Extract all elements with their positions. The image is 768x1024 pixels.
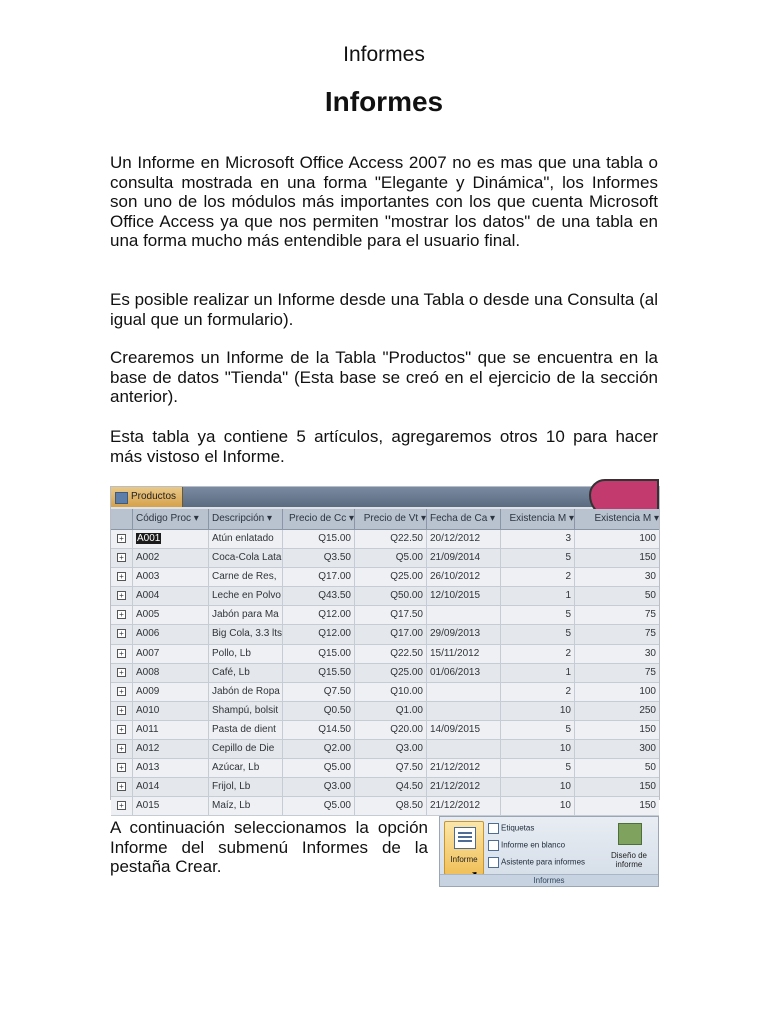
table-cell: Q22.50 bbox=[355, 645, 427, 663]
table-cell: 21/12/2012 bbox=[427, 778, 501, 796]
table-cell: 1 bbox=[501, 664, 575, 682]
table-cell: A013 bbox=[133, 759, 209, 777]
table-cell: 5 bbox=[501, 759, 575, 777]
table-cell: Azúcar, Lb bbox=[209, 759, 283, 777]
expand-icon: + bbox=[111, 702, 133, 720]
table-cell: 150 bbox=[639, 723, 656, 735]
blank-report-item bbox=[488, 840, 565, 851]
table-cell: Q17.00 bbox=[355, 625, 427, 643]
column-header: Fecha de Ca ▾ bbox=[427, 509, 501, 529]
table-cell: Q15.50 bbox=[283, 664, 355, 682]
table-cell: 150 bbox=[639, 781, 656, 793]
table-cell: Q3.00 bbox=[283, 778, 355, 796]
table-cell: A009 bbox=[133, 683, 209, 701]
table-cell: 10 bbox=[501, 778, 575, 796]
paragraph-sources: Es posible realizar un Informe desde una Tabla o desde una Consulta (al igual que un formulario). bbox=[110, 290, 658, 329]
table-cell: Cepillo de Die bbox=[209, 740, 283, 758]
expand-icon: + bbox=[111, 740, 133, 758]
table-row bbox=[111, 759, 659, 778]
table-row bbox=[111, 549, 659, 568]
report-design-icon bbox=[618, 823, 642, 845]
table-cell: A012 bbox=[133, 740, 209, 758]
table-cell: A014 bbox=[133, 778, 209, 796]
table-cell: A003 bbox=[133, 568, 209, 586]
table-cell: Q17.50 bbox=[355, 606, 427, 624]
ribbon-group-label: Informes bbox=[440, 874, 658, 886]
table-cell: 300 bbox=[639, 743, 656, 755]
table-cell: Coca-Cola Lata bbox=[209, 549, 283, 567]
table-row bbox=[111, 568, 659, 587]
table-cell: Pasta de dient bbox=[209, 721, 283, 739]
expand-icon: + bbox=[111, 664, 133, 682]
table-cell: 5 bbox=[501, 606, 575, 624]
table-cell bbox=[427, 683, 501, 701]
report-icon bbox=[454, 827, 476, 849]
table-row bbox=[111, 664, 659, 683]
expand-icon: + bbox=[111, 606, 133, 624]
informe-button-label: Informe bbox=[450, 855, 478, 864]
report-wizard-item bbox=[488, 857, 585, 868]
table-cell: 100 bbox=[639, 685, 656, 697]
table-cell: Q3.50 bbox=[283, 549, 355, 567]
table-cell: Q5.00 bbox=[355, 549, 427, 567]
expand-icon: + bbox=[111, 759, 133, 777]
tab-label: Productos bbox=[131, 491, 177, 502]
column-header: Precio de Vt ▾ bbox=[355, 509, 427, 529]
table-row bbox=[111, 645, 659, 664]
table-cell: 100 bbox=[639, 533, 656, 544]
report-design-button bbox=[606, 821, 652, 873]
labels-item bbox=[488, 823, 534, 834]
table-row bbox=[111, 587, 659, 606]
datasheet-grid bbox=[111, 509, 659, 816]
table-cell: Q17.00 bbox=[283, 568, 355, 586]
table-cell: Q12.00 bbox=[283, 625, 355, 643]
table-row bbox=[111, 721, 659, 740]
table-cell: A006 bbox=[133, 625, 209, 643]
expand-icon: + bbox=[111, 587, 133, 605]
table-cell: 30 bbox=[644, 647, 656, 659]
report-wizard-item-text: Asistente para informes bbox=[501, 857, 586, 867]
table-cell: Q4.50 bbox=[355, 778, 427, 796]
table-cell: Q43.50 bbox=[283, 587, 355, 605]
table-cell: 2 bbox=[501, 568, 575, 586]
table-cell bbox=[427, 606, 501, 624]
table-cell: Q0.50 bbox=[283, 702, 355, 720]
table-row bbox=[111, 606, 659, 625]
table-cell: Café, Lb bbox=[209, 664, 283, 682]
paragraph-create: Crearemos un Informe de la Tabla "Productos" que se encuentra en la base de datos "Tienda" (Esta base se creó en el ejercicio de la sección anterior). bbox=[110, 348, 658, 407]
expand-icon: + bbox=[111, 683, 133, 701]
expand-icon: + bbox=[111, 549, 133, 567]
wizard-icon bbox=[488, 857, 499, 868]
table-cell: A008 bbox=[133, 664, 209, 682]
table-cell: Q1.00 bbox=[355, 702, 427, 720]
table-row bbox=[111, 530, 659, 549]
table-cell: Frijol, Lb bbox=[209, 778, 283, 796]
table-cell: Q22.50 bbox=[355, 530, 427, 548]
table-cell: Big Cola, 3.3 lts bbox=[209, 625, 283, 643]
table-cell: 12/10/2015 bbox=[427, 587, 501, 605]
table-cell: 20/12/2012 bbox=[427, 530, 501, 548]
table-cell: Q10.00 bbox=[355, 683, 427, 701]
page-header: Informes bbox=[343, 43, 425, 66]
table-cell: 26/10/2012 bbox=[427, 568, 501, 586]
products-table-screenshot bbox=[110, 486, 660, 812]
table-cell: Q50.00 bbox=[355, 587, 427, 605]
expand-icon: + bbox=[111, 530, 133, 548]
table-cell: Q3.00 bbox=[355, 740, 427, 758]
table-cell: A011 bbox=[133, 721, 209, 739]
table-cell: Q25.00 bbox=[355, 664, 427, 682]
table-cell: A005 bbox=[133, 606, 209, 624]
table-cell: Pollo, Lb bbox=[209, 645, 283, 663]
page-title: Informes bbox=[324, 86, 444, 117]
table-cell: 3 bbox=[501, 530, 575, 548]
table-cell: A002 bbox=[133, 549, 209, 567]
table-cell: Q5.00 bbox=[283, 797, 355, 815]
table-cell: A007 bbox=[133, 645, 209, 663]
table-cell: 75 bbox=[644, 609, 656, 621]
table-cell: 250 bbox=[639, 704, 656, 716]
table-cell bbox=[427, 702, 501, 720]
table-cell: 50 bbox=[644, 762, 656, 774]
table-cell: Maíz, Lb bbox=[209, 797, 283, 815]
column-header: Existencia M ▾ bbox=[594, 513, 659, 524]
table-cell: 10 bbox=[501, 740, 575, 758]
table-cell: Q8.50 bbox=[355, 797, 427, 815]
table-cell: 1 bbox=[501, 587, 575, 605]
table-row bbox=[111, 625, 659, 644]
expand-icon: + bbox=[111, 797, 133, 815]
row-selector-header bbox=[111, 509, 133, 529]
table-cell: Q7.50 bbox=[355, 759, 427, 777]
table-row bbox=[111, 797, 659, 816]
table-cell: Jabón para Ma bbox=[209, 606, 283, 624]
table-row bbox=[111, 683, 659, 702]
table-cell: Jabón de Ropa bbox=[209, 683, 283, 701]
table-cell: Q15.00 bbox=[283, 645, 355, 663]
column-headers bbox=[111, 509, 659, 530]
table-cell: 14/09/2015 bbox=[427, 721, 501, 739]
table-cell: 50 bbox=[644, 590, 656, 602]
labels-item-text: Etiquetas bbox=[501, 823, 535, 833]
labels-icon bbox=[488, 823, 499, 834]
expand-icon: + bbox=[111, 568, 133, 586]
expand-icon: + bbox=[111, 625, 133, 643]
table-row bbox=[111, 778, 659, 797]
table-rows bbox=[111, 530, 659, 816]
column-header: Código Proc ▾ bbox=[133, 509, 209, 529]
paragraph-articles: Esta tabla ya contiene 5 artículos, agregaremos otros 10 para hacer más vistoso el Informe. bbox=[110, 427, 658, 466]
blank-report-item-text: Informe en blanco bbox=[501, 840, 566, 850]
table-cell: Leche en Polvo bbox=[209, 587, 283, 605]
table-cell: 15/11/2012 bbox=[427, 645, 501, 663]
table-cell: Q7.50 bbox=[283, 683, 355, 701]
table-tab-bar bbox=[111, 487, 659, 507]
table-cell: 10 bbox=[501, 797, 575, 815]
table-cell: 21/09/2014 bbox=[427, 549, 501, 567]
table-cell: 29/09/2013 bbox=[427, 625, 501, 643]
tab-productos bbox=[111, 487, 183, 507]
table-cell: A001 bbox=[133, 530, 209, 548]
table-cell: Atún enlatado bbox=[209, 530, 283, 548]
table-cell: 75 bbox=[644, 666, 656, 678]
blank-report-icon bbox=[488, 840, 499, 851]
paragraph-select-option: A continuación seleccionamos la opción Informe del submenú Informes de la pestaña Crear. bbox=[110, 818, 428, 877]
ribbon-screenshot bbox=[439, 816, 659, 887]
table-cell: 01/06/2013 bbox=[427, 664, 501, 682]
table-row bbox=[111, 702, 659, 721]
informe-button bbox=[444, 821, 484, 875]
expand-icon: + bbox=[111, 645, 133, 663]
table-cell: Q5.00 bbox=[283, 759, 355, 777]
table-cell: 150 bbox=[639, 552, 656, 564]
column-header: Precio de Cc ▾ bbox=[283, 509, 355, 529]
table-icon bbox=[115, 492, 128, 504]
expand-icon: + bbox=[111, 721, 133, 739]
table-cell: 75 bbox=[644, 628, 656, 640]
table-cell: A010 bbox=[133, 702, 209, 720]
table-cell: 5 bbox=[501, 625, 575, 643]
table-cell: Q15.00 bbox=[283, 530, 355, 548]
table-cell: A004 bbox=[133, 587, 209, 605]
table-cell: 150 bbox=[639, 800, 656, 812]
report-design-label: Diseño de informe bbox=[610, 851, 648, 869]
table-cell: 2 bbox=[501, 645, 575, 663]
table-cell bbox=[427, 740, 501, 758]
table-cell: 21/12/2012 bbox=[427, 797, 501, 815]
table-cell: 5 bbox=[501, 721, 575, 739]
table-cell: Q2.00 bbox=[283, 740, 355, 758]
table-cell: 10 bbox=[501, 702, 575, 720]
table-cell: Q12.00 bbox=[283, 606, 355, 624]
table-cell: Q20.00 bbox=[355, 721, 427, 739]
table-cell: 2 bbox=[501, 683, 575, 701]
table-cell: Q14.50 bbox=[283, 721, 355, 739]
table-cell: Carne de Res, bbox=[209, 568, 283, 586]
expand-icon: + bbox=[111, 778, 133, 796]
table-cell: Q25.00 bbox=[355, 568, 427, 586]
table-row bbox=[111, 740, 659, 759]
paragraph-intro: Un Informe en Microsoft Office Access 2007 no es mas que una tabla o consulta mostrada en una forma "Elegante y Dinámica", los Informes son uno de los módulos más importantes con los que cuenta Microsoft Office Access ya que nos permiten "mostrar los datos" de una tabla en una forma mucho más entendible para el usuario final. bbox=[110, 153, 658, 251]
table-cell: A015 bbox=[133, 797, 209, 815]
table-cell: 30 bbox=[644, 571, 656, 583]
table-cell: 5 bbox=[501, 549, 575, 567]
column-header: Existencia M ▾ bbox=[501, 509, 575, 529]
table-cell: Shampú, bolsit bbox=[209, 702, 283, 720]
column-header: Descripción ▾ bbox=[209, 509, 283, 529]
table-cell: 21/12/2012 bbox=[427, 759, 501, 777]
